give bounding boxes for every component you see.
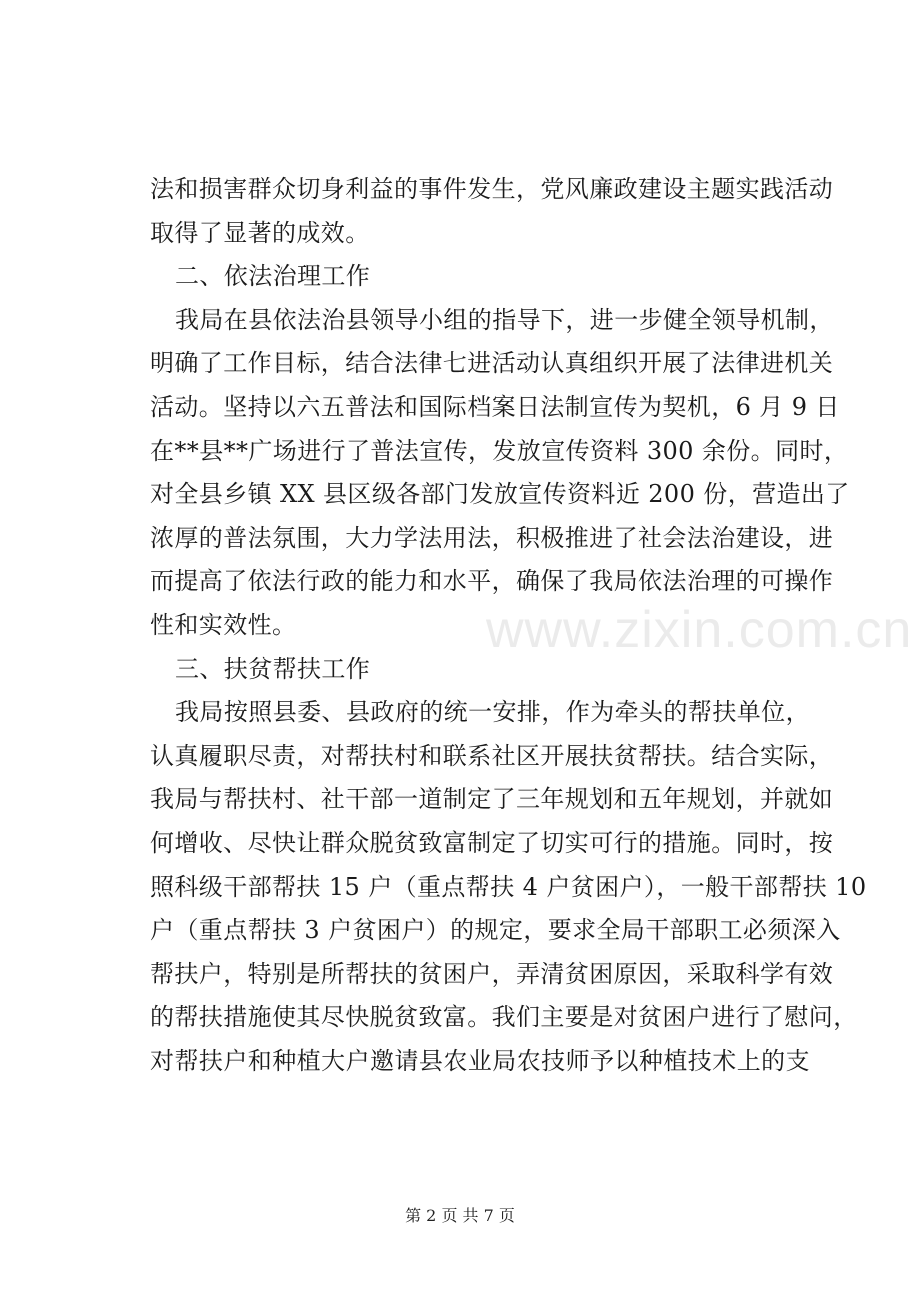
body-line: 法和损害群众切身利益的事件发生，党风廉政建设主题实践活动 xyxy=(150,175,834,203)
body-line: 而提高了依法行政的能力和水平，确保了我局依法治理的可操作 xyxy=(150,567,834,596)
body-line: 明确了工作目标，结合法律七进活动认真组织开展了法律进机关 xyxy=(150,349,834,378)
document-body xyxy=(150,168,867,1083)
body-line: 对全县乡镇 XX 县区级各部门发放宣传资料近 200 份，营造出了 xyxy=(150,480,850,509)
body-line: 帮扶户，特别是所帮扶的贫困户，弄清贫困原因，采取科学有效 xyxy=(150,959,834,988)
watermark: www.zixin.com.cn xyxy=(486,601,913,659)
body-line: 照科级干部帮扶 15 户（重点帮扶 4 户贫困户），一般干部帮扶 10 xyxy=(150,872,867,901)
section-heading: 三、扶贫帮扶工作 xyxy=(175,654,371,683)
body-line: 性和实效性。 xyxy=(150,610,297,639)
body-line: 我局按照县委、县政府的统一安排，作为牵头的帮扶单位， xyxy=(175,698,810,727)
section-heading: 二、依法治理工作 xyxy=(175,262,371,291)
body-line: 浓厚的普法氛围，大力学法用法，积极推进了社会法治建设，进 xyxy=(150,523,834,552)
body-line: 我局与帮扶村、社干部一道制定了三年规划和五年规划，并就如 xyxy=(150,785,834,814)
body-line: 何增收、尽快让群众脱贫致富制定了切实可行的措施。同时，按 xyxy=(150,828,834,857)
body-line: 对帮扶户和种植大户邀请县农业局农技师予以种植技术上的支 xyxy=(150,1046,810,1075)
page-footer: 第 2 页 共 7 页 xyxy=(405,1206,515,1225)
body-line: 活动。坚持以六五普法和国际档案日法制宣传为契机，6 月 9 日 xyxy=(150,392,840,421)
body-line: 的帮扶措施使其尽快脱贫致富。我们主要是对贫困户进行了慰问， xyxy=(150,1003,858,1032)
body-line: 在**县**广场进行了普法宣传，发放宣传资料 300 余份。同时， xyxy=(150,436,849,465)
body-line: 取得了显著的成效。 xyxy=(150,218,370,247)
body-line: 户（重点帮扶 3 户贫困户）的规定，要求全局干部职工必须深入 xyxy=(150,916,841,945)
body-line: 认真履职尽责，对帮扶村和联系社区开展扶贫帮扶。结合实际， xyxy=(150,741,834,770)
body-line: 我局在县依法治县领导小组的指导下，进一步健全领导机制， xyxy=(175,305,834,334)
